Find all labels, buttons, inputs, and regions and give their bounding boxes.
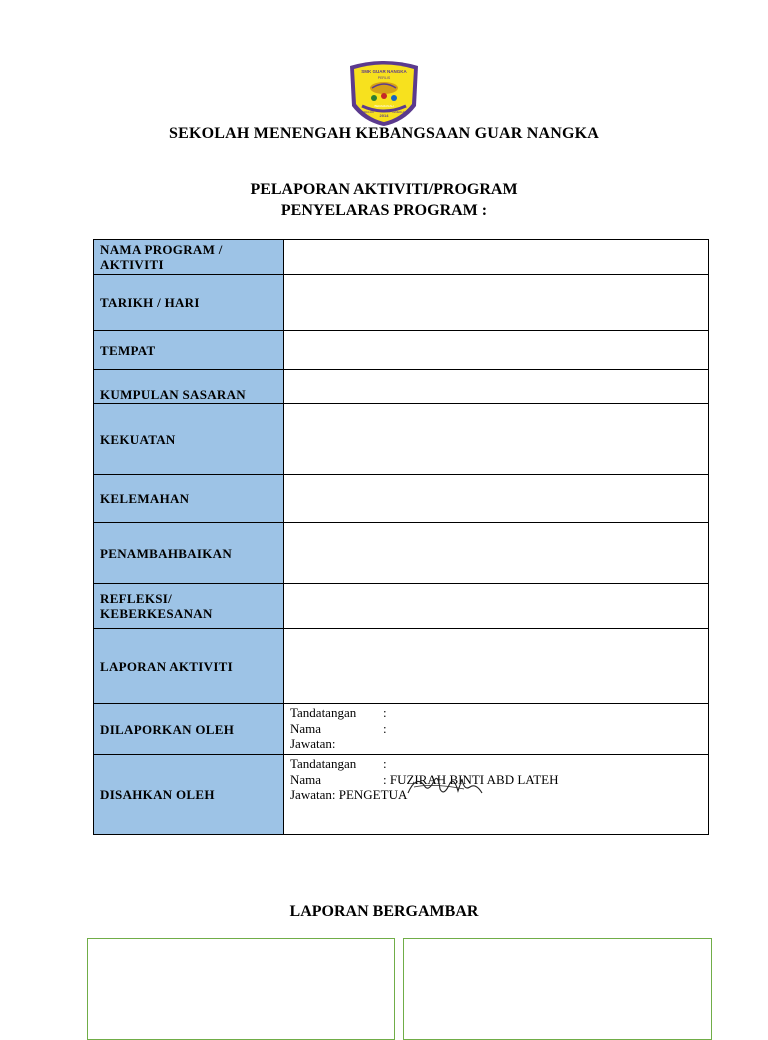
position-value: PENGETUA xyxy=(338,787,408,802)
name-key: Nama xyxy=(290,720,322,736)
name-key: Nama xyxy=(290,771,322,787)
position-key: Jawatan: xyxy=(290,736,336,751)
form-row-strengths xyxy=(94,404,709,475)
row-label: TARIKH / HARI xyxy=(94,275,284,331)
report-form-table xyxy=(93,239,709,835)
date-field[interactable] xyxy=(284,275,709,331)
row-label: KELEMAHAN xyxy=(94,475,284,523)
logo-text-4: BERAJAR xyxy=(362,111,374,114)
venue-field[interactable] xyxy=(284,331,709,370)
row-label: PENAMBAHBAIKAN xyxy=(94,523,284,584)
logo-text-6: 2014 xyxy=(379,113,389,118)
logo-text-2: PERLIS xyxy=(377,76,391,80)
row-label: DISAHKAN OLEH xyxy=(94,755,284,835)
photo-placeholder-right[interactable] xyxy=(403,938,712,1040)
form-row-program-name xyxy=(94,240,709,275)
approved-by-block[interactable] xyxy=(284,755,709,835)
logo-text-3: BERAMANAH xyxy=(374,104,394,108)
strengths-field[interactable] xyxy=(284,404,709,475)
weaknesses-field[interactable] xyxy=(284,475,709,523)
row-label: KUMPULAN SASARAN xyxy=(94,370,284,404)
position-key: Jawatan: xyxy=(290,787,336,802)
form-row-venue xyxy=(94,331,709,370)
name-value: : xyxy=(383,720,387,736)
signature-key: Tandatangan xyxy=(290,705,357,720)
form-row-weaknesses xyxy=(94,475,709,523)
form-row-reported-by xyxy=(94,704,709,755)
row-label: NAMA PROGRAM / AKTIVITI xyxy=(94,240,284,275)
reflection-field[interactable] xyxy=(284,584,709,629)
form-row-activity-report xyxy=(94,629,709,704)
signature-value: : xyxy=(383,705,387,720)
handwritten-signature-icon xyxy=(404,771,484,801)
name-value: : FUZIRAH BINTI ABD LATEH xyxy=(383,771,559,787)
gallery-title: LAPORAN BERGAMBAR xyxy=(289,903,479,920)
row-label: KEKUATAN xyxy=(94,404,284,475)
form-row-approved-by xyxy=(94,755,709,835)
row-label: TEMPAT xyxy=(94,331,284,370)
signature-key: Tandatangan xyxy=(290,756,357,771)
improvements-field[interactable] xyxy=(284,523,709,584)
row-label: DILAPORKAN OLEH xyxy=(94,704,284,755)
coordinator-label: PENYELARAS PROGRAM : xyxy=(280,202,488,219)
form-row-improvements xyxy=(94,523,709,584)
logo-text-5: CEMERLANG xyxy=(391,111,409,114)
signature-value: : xyxy=(383,756,387,771)
form-row-reflection xyxy=(94,584,709,629)
report-title: PELAPORAN AKTIVITI/PROGRAM xyxy=(250,181,518,198)
school-logo xyxy=(344,58,424,128)
photo-placeholder-left[interactable] xyxy=(87,938,395,1040)
form-row-target-group xyxy=(94,370,709,404)
logo-text-1: SMK GUAR NANGKA xyxy=(361,69,407,74)
reported-by-block[interactable] xyxy=(284,704,709,755)
activity-report-field[interactable] xyxy=(284,629,709,704)
form-row-date xyxy=(94,275,709,331)
row-label: REFLEKSI/ KEBERKESANAN xyxy=(94,584,284,629)
school-name: SEKOLAH MENENGAH KEBANGSAAN GUAR NANGKA xyxy=(168,125,600,142)
program-name-field[interactable] xyxy=(284,240,709,275)
target-group-field[interactable] xyxy=(284,370,709,404)
row-label: LAPORAN AKTIVITI xyxy=(94,629,284,704)
